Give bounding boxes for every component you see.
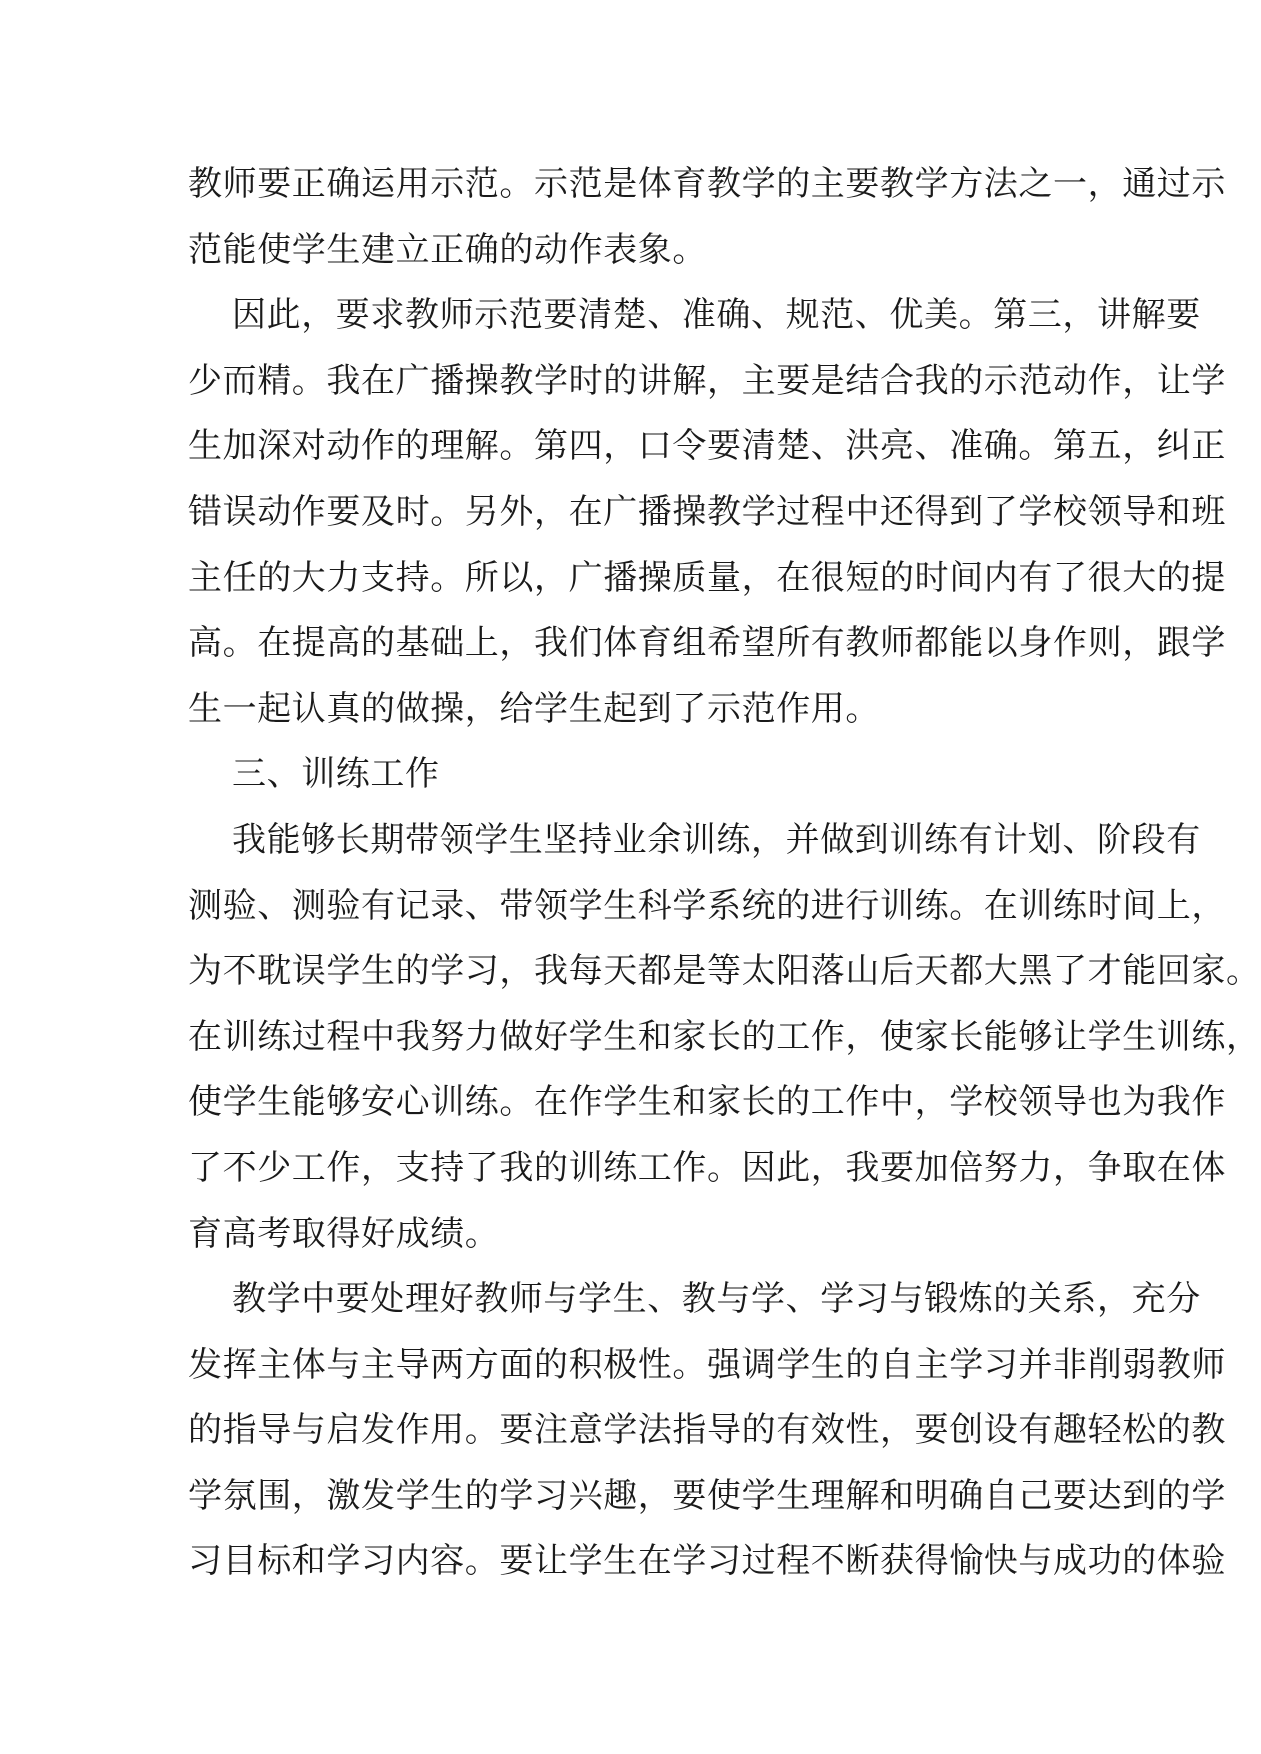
text-line: 学氛围，激发学生的学习兴趣，要使学生理解和明确自己要达到的学 bbox=[188, 1475, 1226, 1516]
text-line: 主任的大力支持。所以，广播操质量，在很短的时间内有了很大的提 bbox=[188, 557, 1226, 598]
document-body-text bbox=[188, 152, 1261, 1595]
text-line: 教学中要处理好教师与学生、教与学、学习与锻炼的关系，充分 bbox=[232, 1279, 1201, 1320]
text-line: 因此，要求教师示范要清楚、准确、规范、优美。第三，讲解要 bbox=[232, 295, 1201, 336]
text-line: 习目标和学习内容。要让学生在学习过程不断获得愉快与成功的体验 bbox=[188, 1541, 1226, 1582]
text-line: 范能使学生建立正确的动作表象。 bbox=[188, 229, 707, 270]
text-line: 发挥主体与主导两方面的积极性。强调学生的自主学习并非削弱教师 bbox=[188, 1344, 1226, 1385]
text-line: 我能够长期带领学生坚持业余训练，并做到训练有计划、阶段有 bbox=[232, 819, 1201, 860]
text-line: 生一起认真的做操，给学生起到了示范作用。 bbox=[188, 688, 880, 729]
text-line: 了不少工作，支持了我的训练工作。因此，我要加倍努力，争取在体 bbox=[188, 1147, 1226, 1188]
text-line: 高。在提高的基础上，我们体育组希望所有教师都能以身作则，跟学 bbox=[188, 623, 1226, 664]
text-line: 错误动作要及时。另外，在广播操教学过程中还得到了学校领导和班 bbox=[188, 491, 1226, 532]
text-line: 为不耽误学生的学习，我每天都是等太阳落山后天都大黑了才能回家。 bbox=[188, 951, 1261, 992]
text-line: 测验、测验有记录、带领学生科学系统的进行训练。在训练时间上， bbox=[188, 885, 1226, 926]
text-line: 使学生能够安心训练。在作学生和家长的工作中，学校领导也为我作 bbox=[188, 1082, 1226, 1123]
text-line: 少而精。我在广播操教学时的讲解，主要是结合我的示范动作，让学 bbox=[188, 360, 1226, 401]
text-line: 生加深对动作的理解。第四，口令要清楚、洪亮、准确。第五，纠正 bbox=[188, 426, 1226, 467]
text-line: 三、训练工作 bbox=[232, 754, 440, 795]
text-line: 的指导与启发作用。要注意学法指导的有效性，要创设有趣轻松的教 bbox=[188, 1410, 1226, 1451]
text-line: 教师要正确运用示范。示范是体育教学的主要教学方法之一，通过示 bbox=[188, 164, 1226, 204]
text-line: 在训练过程中我努力做好学生和家长的工作，使家长能够让学生训练， bbox=[188, 1016, 1261, 1057]
text-line: 育高考取得好成绩。 bbox=[188, 1213, 500, 1254]
